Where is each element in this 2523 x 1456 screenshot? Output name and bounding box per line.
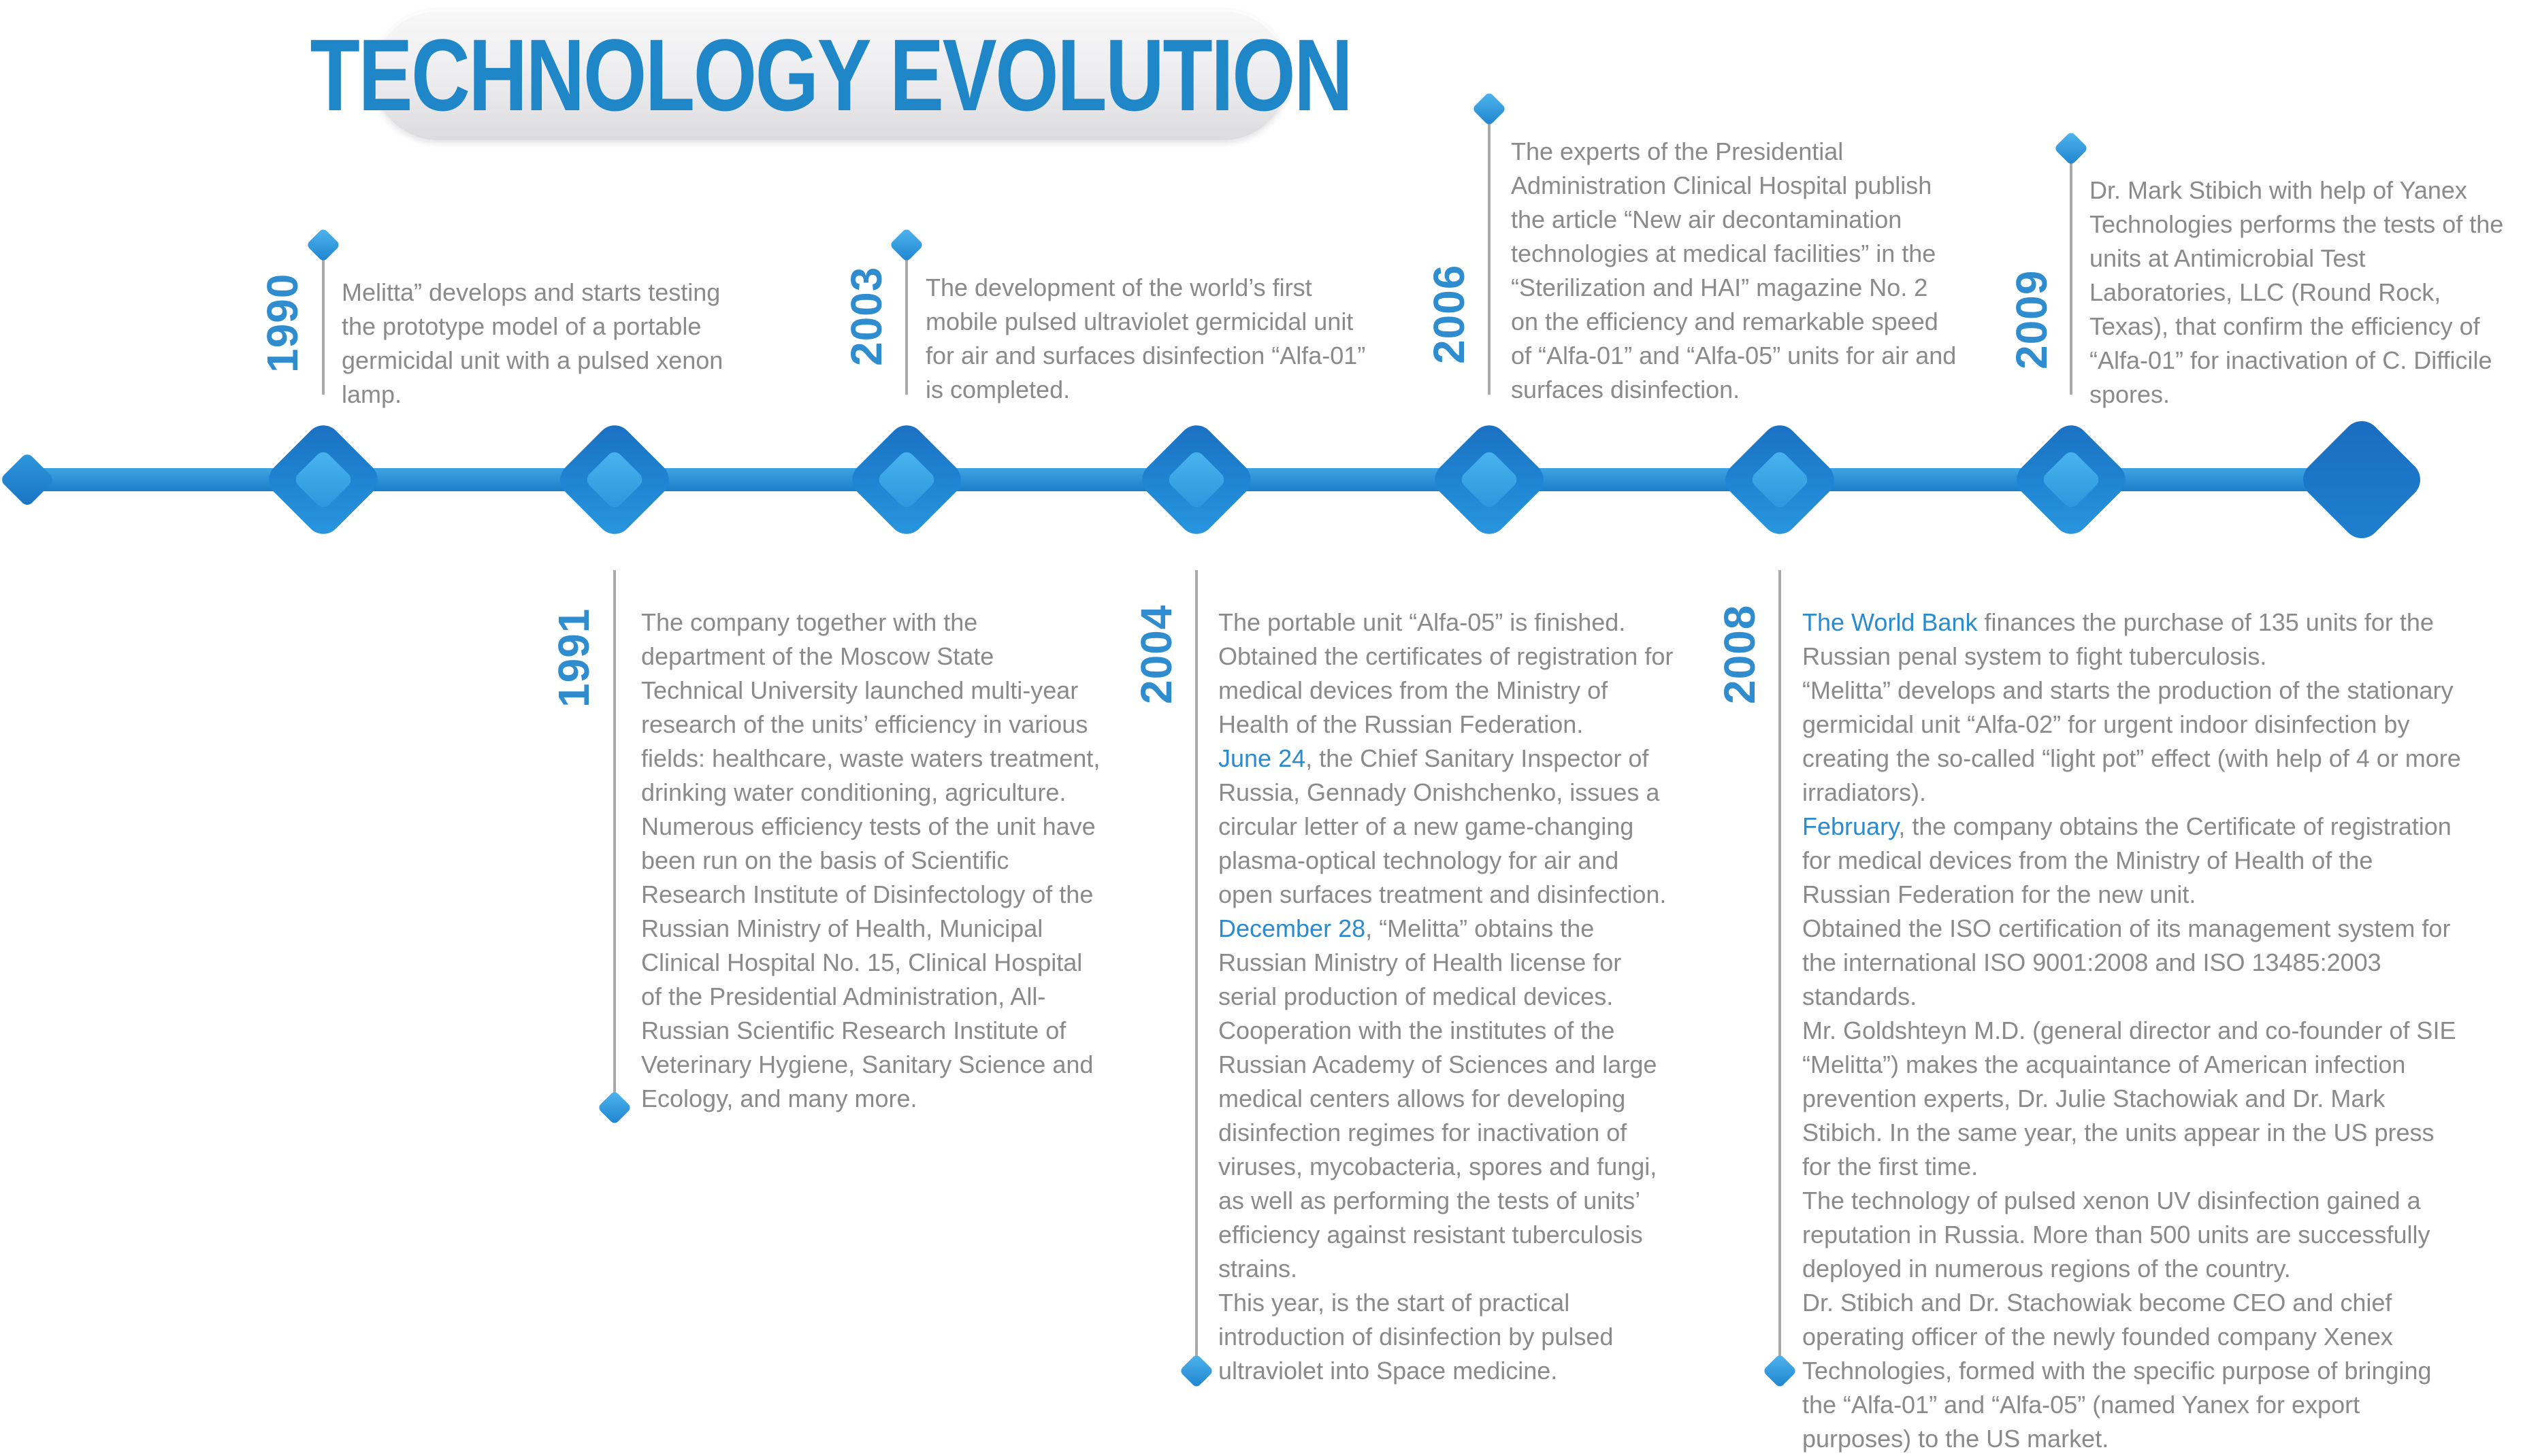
event-2004-paragraph-3 xyxy=(1218,742,1678,912)
event-2008-paragraph-5: Mr. Goldshteyn M.D. (general director and co-founder of SIE “Melitta”) makes the acquaintance of American infection prevention experts, Dr. Julie Stachowiak and Dr. Mark Stibich. In the same year, the units appear in the US press for the first time. xyxy=(1802,1016,2456,1180)
event-1990-text xyxy=(342,276,750,412)
event-2009-paragraph: Dr. Mark Stibich with help of Yanex Technologies performs the tests of the units at Antimicrobial Test Laboratories, LLC (Round Rock, Texas), that confirm the efficiency of “Alfa-01” for inactivation of C. Difficile spores. xyxy=(2089,176,2504,408)
cap-2004 xyxy=(1179,1354,1214,1389)
event-2006-paragraph: The experts of the Presidential Administration Clinical Hospital publish the article “New air decontamination technologies at medical facilities” in the “Sterilization and HAI” magazine No. 2 on the efficiency and remarkable speed of “Alfa-01” and “Alfa-05” units for air and surfaces disinfection. xyxy=(1511,137,1957,403)
date-june-24: June 24 xyxy=(1218,744,1306,772)
event-2008-paragraph-3-text: , the company obtains the Certificate of registration for medical devices from the Ministry of Health of the Russian Federation for the new unit. xyxy=(1802,812,2452,908)
event-2004-paragraph-6: This year, is the start of practical introduction of disinfection by pulsed ultraviolet into Space medicine. xyxy=(1218,1289,1614,1385)
event-2006-text xyxy=(1511,135,1957,407)
cap-2009 xyxy=(2054,131,2089,166)
event-2004-text xyxy=(1218,606,1678,1388)
stem-2008 xyxy=(1778,570,1781,1373)
event-2008-paragraph-4: Obtained the ISO certification of its management system for the international ISO 9001:2008 and ISO 13485:2003 standards. xyxy=(1802,914,2451,1010)
stem-1990 xyxy=(322,245,325,395)
stem-2004 xyxy=(1195,570,1198,1373)
event-1991-paragraph-2: Numerous efficiency tests of the unit have been run on the basis of Scientific Research Institute of Disinfectology of the Russian Ministry of Health, Municipal Clinical Hospital No. 15, Clinical Hospital of the Presidential Administration, All-Russian Scientific Research Institute of Veterinary Hygiene, Sanitary Science and Ecology, and many more. xyxy=(641,812,1096,1112)
event-2008-paragraph-2: “Melitta” develops and starts the production of the stationary germicidal unit “Alfa-02” for urgent indoor disinfection by creating the so-called “light pot” effect (with help of 4 or more irradiators). xyxy=(1802,676,2461,806)
stem-2009 xyxy=(2070,148,2072,395)
year-2009: 2009 xyxy=(2007,269,2056,369)
highlight-world-bank: The World Bank xyxy=(1802,608,1978,636)
event-1990-paragraph: Melitta” develops and starts testing the prototype model of a portable germicidal unit with a pulsed xenon lamp. xyxy=(342,278,723,408)
event-2009-text xyxy=(2089,173,2515,412)
event-2004-paragraph-3-text: , the Chief Sanitary Inspector of Russia, Gennady Onishchenko, issues a circular letter of a new game-changing plasma-optical technology for air and open surfaces treatment and disinfection. xyxy=(1218,744,1667,908)
cap-1991 xyxy=(598,1091,632,1125)
timeline-end-node xyxy=(2295,413,2428,546)
year-2008: 2008 xyxy=(1715,604,1764,704)
timeline-start-diamond xyxy=(0,452,55,508)
event-2004-paragraph-5: Cooperation with the institutes of the Russian Academy of Sciences and large medical centers allows for developing disinfection regimes for inactivation of viruses, mycobacteria, spores and fungi, as well as performing the tests of units’ efficiency against resistant tuberculosis strains. xyxy=(1218,1016,1657,1283)
date-december-28: December 28 xyxy=(1218,914,1366,942)
page-title: TECHNOLOGY EVOLUTION xyxy=(310,17,1352,132)
stem-2003 xyxy=(905,245,908,395)
event-1991-text xyxy=(641,606,1101,1116)
event-2003-paragraph: The development of the world’s first mobile pulsed ultraviolet germicidal unit for air and surfaces disinfection “Alfa-01” is completed. xyxy=(926,274,1366,403)
event-2008-paragraph-1-text: finances the purchase of 135 units for the Russian penal system to fight tuberculosis. xyxy=(1802,608,2434,670)
year-2004: 2004 xyxy=(1132,604,1181,704)
event-2004-paragraph-4 xyxy=(1218,912,1678,1014)
year-1990: 1990 xyxy=(258,273,307,373)
cap-2003 xyxy=(890,228,924,263)
cap-2006 xyxy=(1472,92,1507,127)
event-2008-paragraph-6: The technology of pulsed xenon UV disinfection gained a reputation in Russia. More than 500 units are successfully deployed in numerous regions of the country. xyxy=(1802,1187,2430,1283)
cap-2008 xyxy=(1763,1354,1797,1389)
year-2003: 2003 xyxy=(842,266,891,366)
event-2004-paragraph-4-text: , “Melitta” obtains the Russian Ministry of Health license for serial production of medical devices. xyxy=(1218,914,1622,1010)
highlight-february: February xyxy=(1802,812,1899,840)
event-2008-paragraph-3 xyxy=(1802,810,2466,912)
cap-1990 xyxy=(306,228,341,263)
year-1991: 1991 xyxy=(549,608,598,708)
stem-1991 xyxy=(613,570,616,1108)
event-2008-paragraph-1 xyxy=(1802,606,2466,674)
event-2004-paragraph-1: The portable unit “Alfa-05” is finished. xyxy=(1218,608,1626,636)
event-2008-text xyxy=(1802,606,2466,1456)
event-2004-paragraph-2: Obtained the certificates of registration for medical devices from the Ministry of Health of the Russian Federation. xyxy=(1218,642,1674,738)
event-2008-paragraph-7: Dr. Stibich and Dr. Stachowiak become CEO and chief operating officer of the newly founded company Xenex Technologies, formed with the specific purpose of bringing the “Alfa-01” and “Alfa-05” (named Yanex for export purposes) to the US market. xyxy=(1802,1289,2432,1453)
event-1991-paragraph-1: The company together with the department of the Moscow State Technical University launched multi-year research of the units’ efficiency in various fields: healthcare, waste waters treatment, drinking water conditioning, agriculture. xyxy=(641,608,1101,806)
event-2003-text xyxy=(926,271,1375,407)
stem-2006 xyxy=(1488,109,1491,395)
year-2006: 2006 xyxy=(1425,264,1474,364)
